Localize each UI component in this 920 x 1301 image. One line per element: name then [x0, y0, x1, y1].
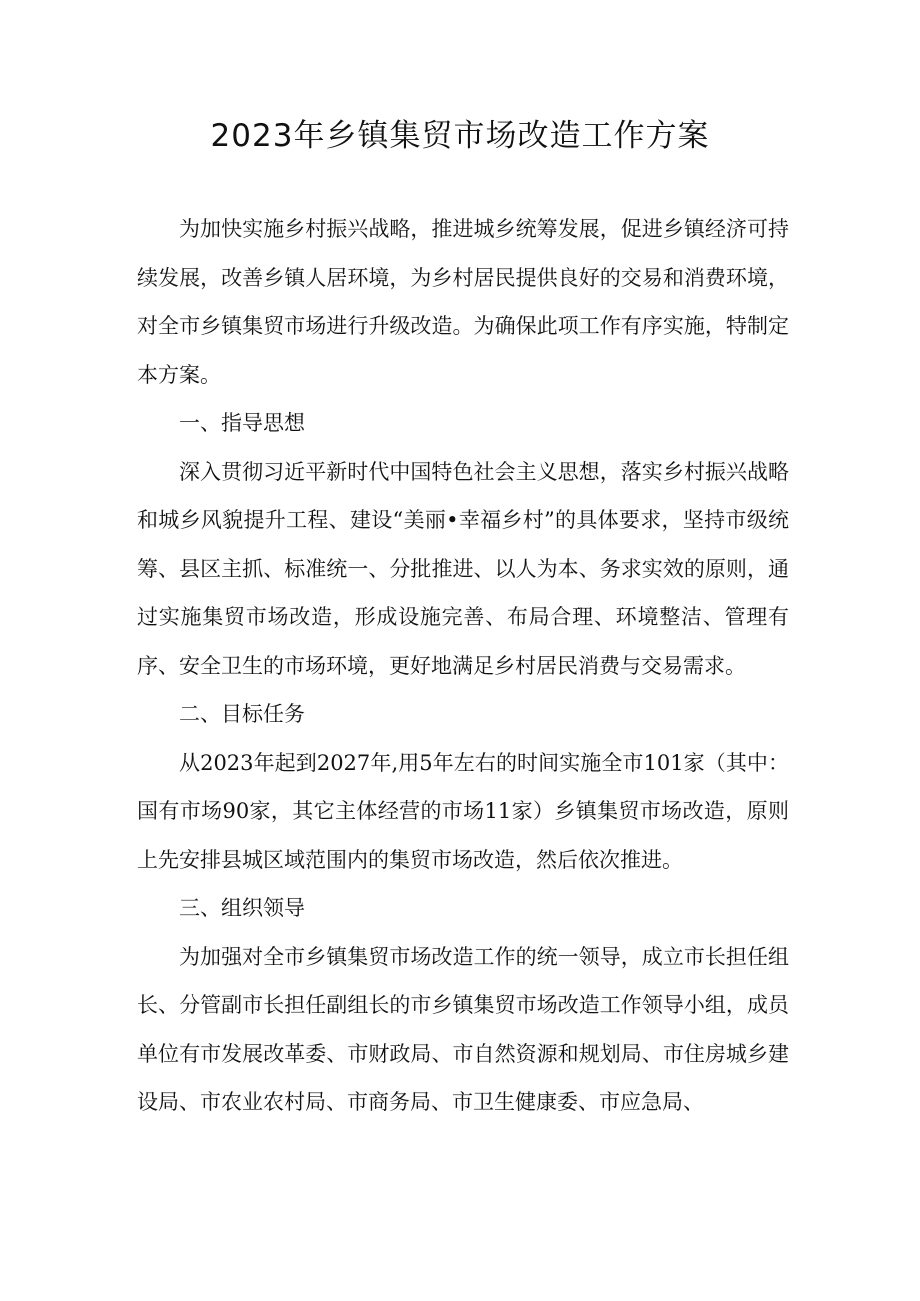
section-body-organization: 为加强对全市乡镇集贸市场改造工作的统一领导，成立市长担任组长、分管副市长担任副组长的市乡镇集贸市场改造工作领导小组，成员单位有市发展改革委、市财政局、市自然资源和规划局、市住房城乡建设局、市农业农村局、市商务局、市卫生健康委、市应急局、 [137, 944, 789, 1114]
intro-paragraph: 为加快实施乡村振兴战略，推进城乡统筹发展，促进乡镇经济可持续发展，改善乡镇人居环境，为乡村居民提供良好的交易和消费环境，对全市乡镇集贸市场进行升级改造。为确保此项工作有序实施，特制定本方案。 [137, 217, 789, 387]
page-title: 2023年乡镇集贸市场改造工作方案 [210, 118, 710, 154]
section-heading-organization: 三、组织领导 [179, 896, 305, 920]
section-body-guiding-ideology: 深入贯彻习近平新时代中国特色社会主义思想，落实乡村振兴战略和城乡风貌提升工程、建设“美丽•幸福乡村”的具体要求，坚持市级统筹、县区主抓、标准统一、分批推进、以人为本、务求实效的原则，通过实施集贸市场改造，形成设施完善、布局合理、环境整洁、管理有序、安全卫生的市场环境，更好地满足乡村居民消费与交易需求。 [137, 459, 789, 678]
document-body [137, 205, 789, 1127]
section-heading-guiding-ideology: 一、指导思想 [179, 411, 305, 435]
section-body-goals-tasks: 从2023年起到2027年,用5年左右的时间实施全市101家（其中：国有市场90家，其它主体经营的市场11家）乡镇集贸市场改造，原则上先安排县城区域范围内的集贸市场改造，然后依次推进。 [137, 750, 789, 872]
section-heading-goals-tasks: 二、目标任务 [179, 702, 305, 726]
